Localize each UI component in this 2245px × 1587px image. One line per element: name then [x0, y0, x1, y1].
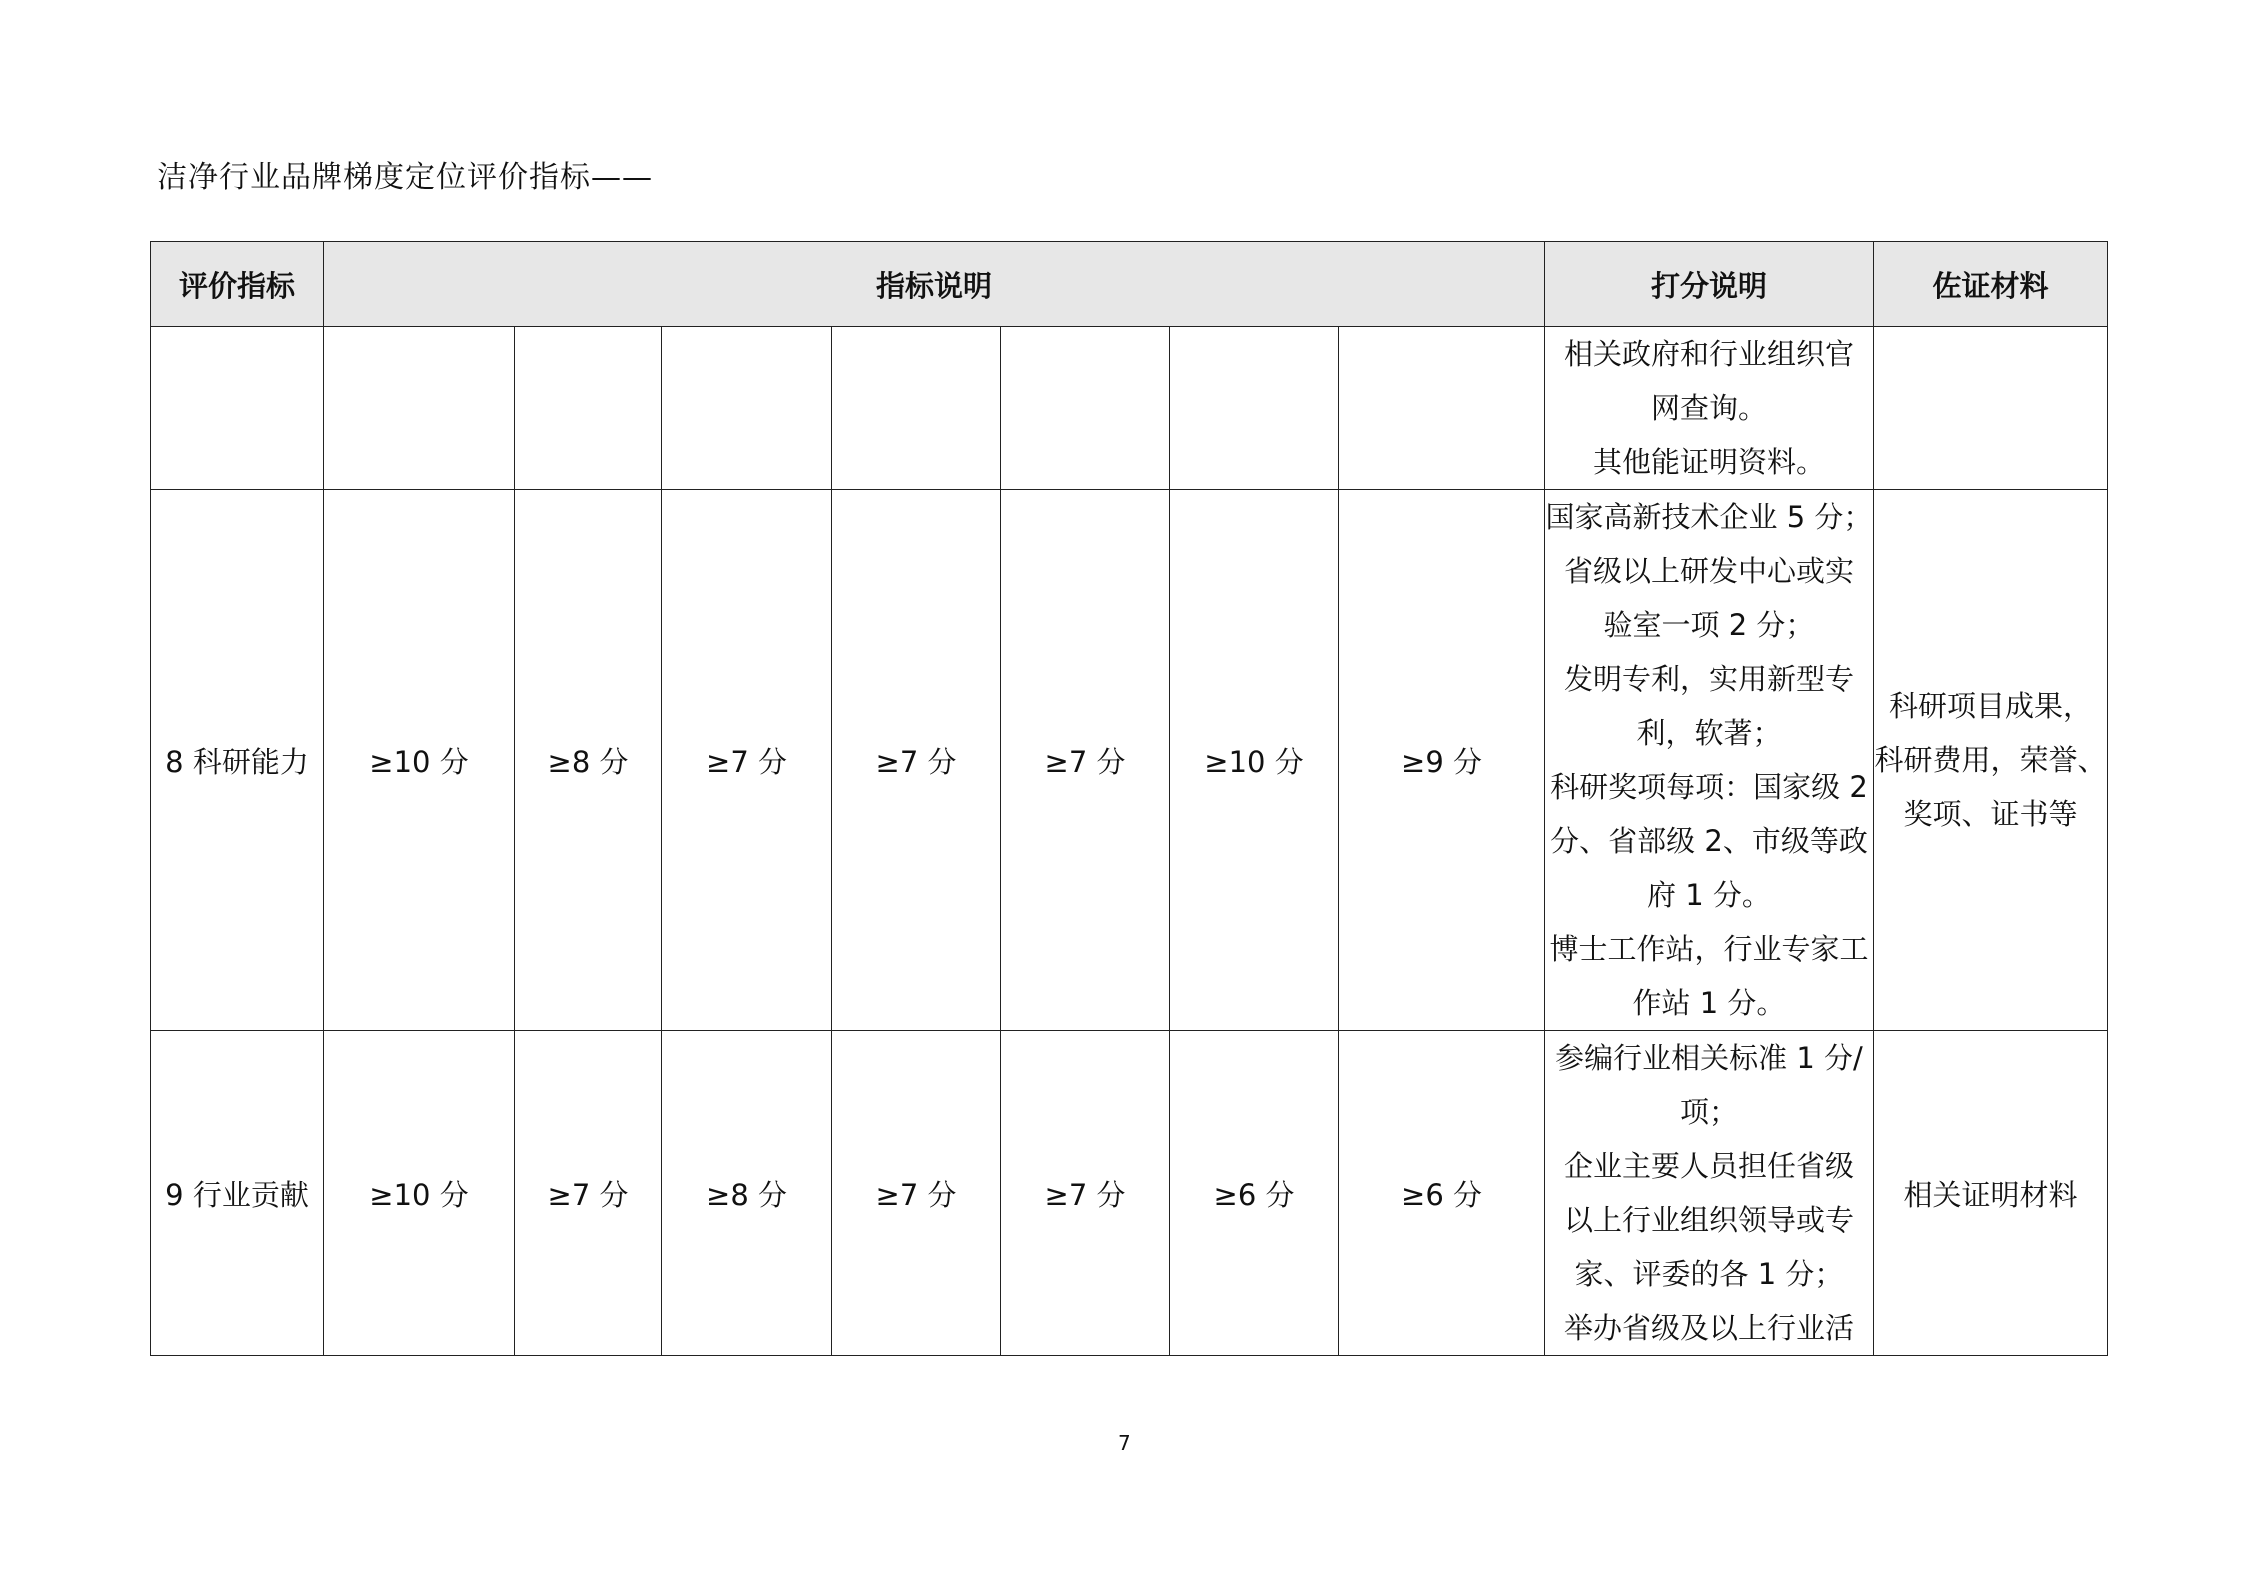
evidence-cell: [1874, 490, 2108, 1031]
note-line: 相关政府和行业组织官: [1563, 337, 1854, 371]
score-cell: ≥10 分: [1170, 490, 1339, 1031]
score-cell: ≥6 分: [1170, 1031, 1339, 1356]
score-cell: ≥9 分: [1339, 490, 1545, 1031]
note-line: 发明专利，实用新型专: [1563, 662, 1854, 696]
score-cell: [1001, 327, 1170, 490]
score-cell: ≥10 分: [324, 490, 515, 1031]
note-line: 项；: [1679, 1095, 1738, 1129]
score-cell: [832, 327, 1001, 490]
page-number: 7: [1118, 1431, 1131, 1455]
note-line: 其他能证明资料。: [1592, 445, 1825, 479]
note-line: 科研奖项每项：国家级 2: [1550, 770, 1868, 804]
row-indicator: 8 科研能力: [151, 490, 324, 1031]
evidence-line: 科研费用，荣誉、: [1874, 743, 2107, 777]
row-indicator: [151, 327, 324, 490]
score-cell: ≥10 分: [324, 1031, 515, 1356]
note-line: 家、评委的各 1 分；: [1574, 1257, 1844, 1291]
score-cell: ≥7 分: [832, 490, 1001, 1031]
note-line: 参编行业相关标准 1 分/: [1555, 1041, 1863, 1075]
score-cell: ≥6 分: [1339, 1031, 1545, 1356]
note-line: 国家高新技术企业 5 分；: [1545, 500, 1873, 534]
table-row: [151, 327, 2108, 490]
header-indicator: 评价指标: [151, 242, 324, 327]
table-row: [151, 490, 2108, 1031]
evidence-cell: [1874, 327, 2108, 490]
evidence-line: 奖项、证书等: [1903, 797, 2078, 831]
scoring-note: [1545, 327, 1874, 490]
score-cell: [1339, 327, 1545, 490]
header-description: 指标说明: [324, 242, 1545, 327]
score-cell: [515, 327, 662, 490]
header-scoring: 打分说明: [1545, 242, 1874, 327]
note-line: 利，软著；: [1636, 716, 1782, 750]
note-line: 省级以上研发中心或实: [1563, 554, 1854, 588]
note-line: 分、省部级 2、市级等政: [1550, 824, 1868, 858]
evaluation-table: [150, 241, 2108, 1356]
score-cell: ≥7 分: [662, 490, 832, 1031]
note-line: 验室一项 2 分；: [1603, 608, 1815, 642]
note-line: 作站 1 分。: [1632, 986, 1786, 1020]
score-cell: [1170, 327, 1339, 490]
header-evidence: 佐证材料: [1874, 242, 2108, 327]
evidence-cell: 相关证明材料: [1874, 1031, 2108, 1356]
row-indicator: 9 行业贡献: [151, 1031, 324, 1356]
score-cell: ≥7 分: [1001, 490, 1170, 1031]
score-cell: ≥8 分: [515, 490, 662, 1031]
score-cell: ≥7 分: [832, 1031, 1001, 1356]
note-line: 以上行业组织领导或专: [1563, 1203, 1854, 1237]
scoring-note: [1545, 1031, 1874, 1356]
note-line: 府 1 分。: [1647, 878, 1771, 912]
document-title: 洁净行业品牌梯度定位评价指标——: [157, 160, 653, 195]
note-line: 举办省级及以上行业活: [1563, 1311, 1854, 1345]
score-cell: ≥7 分: [515, 1031, 662, 1356]
evidence-line: 科研项目成果，: [1888, 689, 2092, 723]
score-cell: ≥8 分: [662, 1031, 832, 1356]
note-line: 企业主要人员担任省级: [1563, 1149, 1854, 1183]
score-cell: [662, 327, 832, 490]
score-cell: ≥7 分: [1001, 1031, 1170, 1356]
scoring-note: [1545, 490, 1874, 1031]
score-cell: [324, 327, 515, 490]
table-row: [151, 1031, 2108, 1356]
note-line: 博士工作站，行业专家工: [1549, 932, 1869, 966]
note-line: 网查询。: [1650, 391, 1767, 425]
header-row: [151, 242, 2108, 327]
